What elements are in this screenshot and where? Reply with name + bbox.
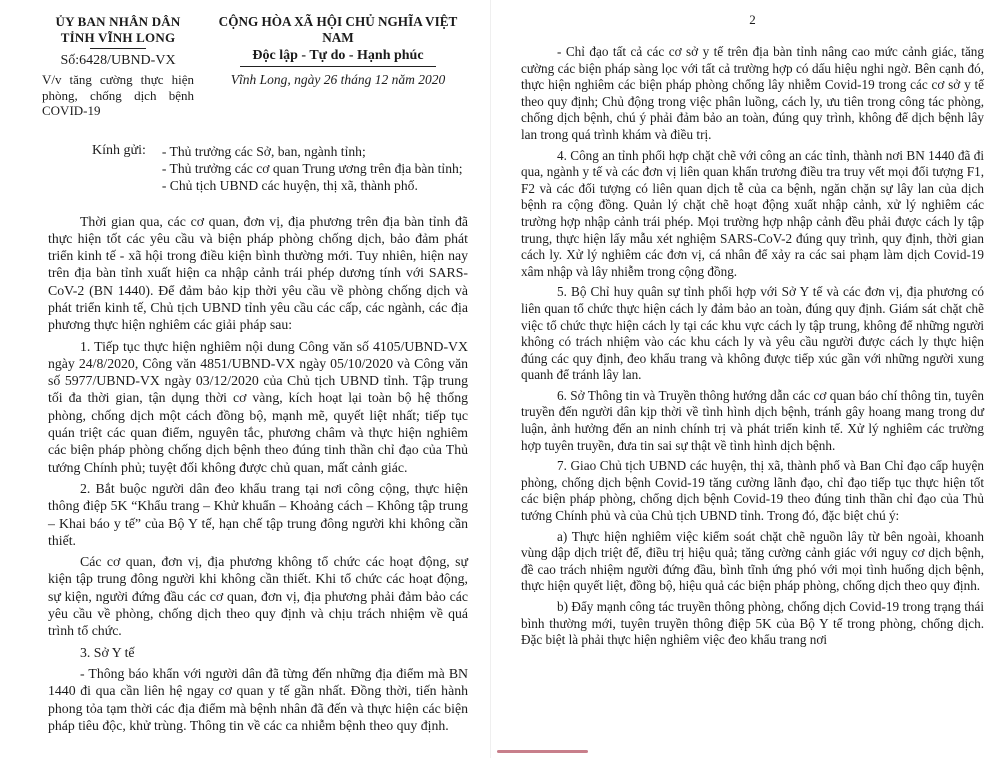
national-motto: Độc lập - Tự do - Hạnh phúc — [252, 48, 424, 63]
video-progress-bar[interactable] — [497, 750, 588, 753]
paragraph: Thời gian qua, các cơ quan, đơn vị, địa phương trên địa bàn tỉnh đã thực hiện tốt các yêu cầu và biện pháp phòng chống dịch, bảo đảm phát triển kinh tế - xã hội trong điều kiện bình thường mới. Tuy nhiên, hiện nay trên địa bàn tỉnh xuất hiện ca nhập cảnh trái phép dương tính với SARS-CoV-2 (BN 1440). Để đảm bảo kịp thời yêu cầu về phòng chống dịch và phát triển kinh tế, Chủ tịch UBND tỉnh yêu cầu các cấp, các ngành, các địa phương thực hiện nghiêm các giải pháp sau: — [48, 213, 468, 333]
paragraph: 2. Bắt buộc người dân đeo khẩu trang tại nơi công cộng, thực hiện thông điệp 5K “Khẩu trang – Khử khuẩn – Khoảng cách – Không tập trung – Khai báo y tế” của Bộ Y tế, hạn chế tập trung đông người khi không cần thiết. — [48, 480, 468, 548]
recipient-item: - Chủ tịch UBND các huyện, thị xã, thành phố. — [161, 177, 418, 193]
paragraph: 5. Bộ Chỉ huy quân sự tỉnh phối hợp với Sở Y tế và các đơn vị, địa phương có liên quan tổ chức thực hiện cách ly đảm bảo an toàn, đúng quy định. Giám sát chặt chẽ việc tổ chức thực hiện cách ly tại các khu vực cách ly tập trung, không để những người không có trách nhiệm vào các khu cách ly và yêu cầu người được cách ly thực hiện đúng các quy định, đeo khẩu trang và không được tiếp xúc gần với những người xung quanh để tránh lây lan. — [521, 284, 984, 383]
document-subject: V/v tăng cường thực hiện phòng, chống dịch bệnh COVID-19 — [42, 72, 194, 118]
page-number: 2 — [749, 12, 756, 27]
page-1 — [0, 0, 490, 758]
recipients-list — [162, 143, 463, 194]
paragraph: 6. Sở Thông tin và Truyền thông hướng dẫn các cơ quan báo chí thông tin, tuyên truyền đến người dân kịp thời về tình hình dịch bệnh, tránh gây hoang mang trong dư luận, ảnh hưởng đến an ninh chính trị và phát triển kinh tế. Xử lý nghiêm các trường hợp tuyên truyền, đưa tin sai sự thật về tình hình dịch bệnh. — [521, 387, 984, 453]
paragraph: a) Thực hiện nghiêm việc kiểm soát chặt chẽ nguồn lây từ bên ngoài, khoanh vùng dập dịch triệt để, điều trị hiệu quả; tăng cường cảnh giác với nguy cơ dịch bệnh, đề cao trách nhiệm người đứng đầu, bình tĩnh ứng phó với mọi tình huống dịch bệnh, thực hiện quyết liệt, đồng bộ, hiệu quả các biện pháp phòng, chống dịch theo quy định. — [521, 528, 984, 594]
recipient-item: - Thủ trưởng các cơ quan Trung ương trên địa bàn tỉnh; — [161, 160, 463, 176]
document-header — [42, 14, 468, 119]
issuing-authority-block — [42, 14, 194, 119]
motto-rule — [240, 66, 436, 67]
paragraph: - Thông báo khẩn với người dân đã từng đến những địa điểm mà BN 1440 đi qua cần liên hệ ngay cơ quan y tế gần nhất. Đồng thời, tiến hành phong tỏa tạm thời các địa điểm mà bệnh nhân đã đến và thực hiện các biện pháp tiêu độc, khử trùng. Thông tin về các ca nhiễm bệnh theo quy định. — [48, 665, 468, 733]
national-title: CỘNG HÒA XÃ HỘI CHỦ NGHĨA VIỆT NAM — [218, 14, 458, 45]
paragraph: Các cơ quan, đơn vị, địa phương không tổ chức các hoạt động, sự kiện tập trung đông người khi không cần thiết. Khi tổ chức các hoạt động, sự kiện, người đứng đầu các cơ quan, đơn vị, địa phương phải đảm bảo các yêu cầu về phòng, chống dịch theo quy định và chịu trách nhiệm về quá trình tổ chức. — [48, 554, 468, 639]
page-2 — [490, 0, 1000, 758]
section-heading: 3. Sở Y tế — [80, 644, 135, 660]
national-header-block — [194, 14, 468, 119]
authority-name-line2: TỈNH VĨNH LONG — [60, 30, 176, 45]
authority-name-line1: ỦY BAN NHÂN DÂN — [55, 14, 181, 29]
paragraph: - Chỉ đạo tất cả các cơ sở y tế trên địa bàn tỉnh nâng cao mức cảnh giác, tăng cường các biện pháp sàng lọc với tất cả trường hợp có dấu hiệu nghi ngờ. Bên cạnh đó, thực hiện nghiêm các biện pháp phòng chống lây nhiễm Covid-19 trong các cơ sở y tế theo quy định; Chủ động trong việc phân luồng, cách ly, ưu tiên trong công tác phòng, chống dịch bệnh, chú ý phải đảm bảo an toàn, đúng quy trình, không để dịch bệnh lây lan trong quá trình khám và điều trị. — [521, 44, 984, 142]
paragraph: 1. Tiếp tục thực hiện nghiêm nội dung Công văn số 4105/UBND-VX ngày 24/8/2020, Công văn 4851/UBND-VX ngày 05/10/2020 và Công văn số 5977/UBND-VX ngày 03/12/2020 của Chủ tịch UBND tỉnh. Tập trung tối đa thời gian, tận dụng thời cơ vàng, kích hoạt lại toàn bộ hệ thống phòng, chống dịch một cách đồng bộ, mạnh mẽ, quyết liệt nhất; tiếp tục quán triệt các quan điểm, nguyên tắc, phương châm và thực hiện nghiêm các biện pháp phòng chống dịch bệnh theo đúng tinh thần chỉ đạo của Thủ tướng Chính phủ; tuyệt đối không được chủ quan, mất cảnh giác. — [48, 338, 468, 475]
header-rule — [90, 48, 146, 49]
recipients-block — [92, 143, 468, 194]
paragraph: b) Đẩy mạnh công tác truyền thông phòng, chống dịch Covid-19 trong trạng thái bình thường mới, tuyên truyền thông điệp 5K của Bộ Y tế trong phòng, chống dịch. Đặc biệt là phải thực hiện nghiêm việc đeo khẩu trang nơi — [521, 599, 984, 648]
paragraph: 4. Công an tỉnh phối hợp chặt chẽ với công an các tỉnh, thành nơi BN 1440 đã đi qua, ngành y tế và các đơn vị liên quan khẩn trương điều tra truy vết mọi đối tượng F1, F2 và các đối tượng có liên quan dịch tễ của ca bệnh, ngăn chặn sự lây lan của dịch bệnh ra cộng đồng. Quản lý chặt chẽ hoạt động xuất nhập cảnh, xử lý nghiêm các trường hợp nhập cảnh trái phép. Mọi trường hợp nhập cảnh đều phải được cách ly tập trung, thực hiện lấy mẫu xét nghiệm SARS-CoV-2 đúng quy trình, quy định, thời gian cách ly. Xử lý nghiêm các đơn vị, cá nhân để xảy ra các sai phạm làm dịch Covid-19 xâm nhập và lây nhiễm trong cộng đồng. — [521, 147, 984, 279]
place-date-line: Vĩnh Long, ngày 26 tháng 12 năm 2020 — [230, 72, 446, 87]
recipients-label: Kính gửi: — [92, 142, 146, 158]
recipient-item: - Thủ trưởng các Sở, ban, ngành tỉnh; — [161, 143, 366, 159]
paragraph: 7. Giao Chủ tịch UBND các huyện, thị xã, thành phố và Ban Chỉ đạo cấp huyện phòng, chống dịch bệnh Covid-19 tăng cường lãnh đạo, chỉ đạo tiếp tục thực hiện tốt các biện pháp phòng, chống dịch bệnh Covid-19 theo đúng tinh thần chỉ đạo của Thủ tướng Chính phủ và của Chủ tịch UBND tỉnh. Trong đó, đặc biệt chú ý: — [521, 458, 984, 524]
document-number: Số:6428/UBND-VX — [60, 53, 176, 68]
